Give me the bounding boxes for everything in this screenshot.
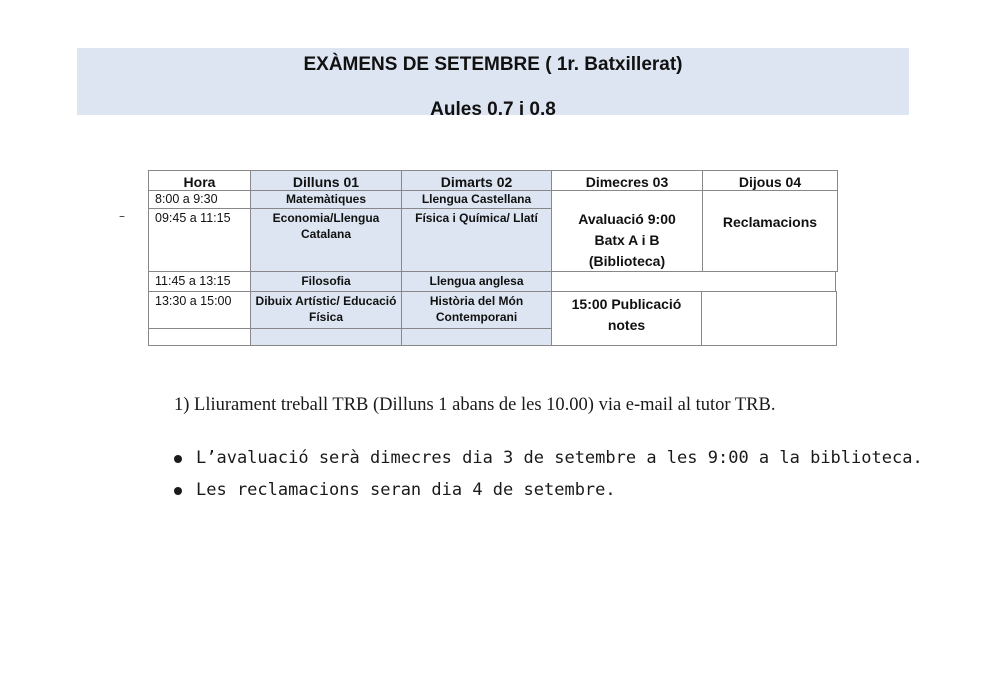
- dimarts-slot-4: Història del Món Contemporani: [401, 291, 552, 329]
- bullet-text: L’avaluació serà dimecres dia 3 de setembre a les 9:00 a la biblioteca.: [196, 448, 923, 468]
- dilluns-slot-2: Economia/Llengua Catalana: [250, 208, 402, 272]
- bullet-item-avaluacio: [174, 448, 923, 480]
- time-slot-empty: [148, 328, 251, 346]
- dimecres-avaluacio: Avaluació 9:00 Batx A i B (Biblioteca): [551, 190, 703, 272]
- note-number: 1): [174, 395, 190, 415]
- page-subtitle: Aules 0.7 i 0.8: [430, 99, 556, 120]
- col-header-hora: Hora: [148, 170, 251, 191]
- dijous-slot-4: [701, 291, 837, 346]
- dilluns-slot-4: Dibuix Artístic/ Educació Física: [250, 291, 402, 329]
- dimarts-slot-empty: [401, 328, 552, 346]
- dimecres-slot-3: [551, 271, 836, 292]
- col-header-dilluns: Dilluns 01: [250, 170, 402, 191]
- note-text: Lliurament treball TRB (Dilluns 1 abans de les 10.00) via e-mail al tutor TRB.: [194, 395, 776, 415]
- page-title: EXÀMENS DE SETEMBRE ( 1r. Batxillerat): [303, 54, 683, 75]
- dimarts-slot-2: Física i Química/ Llatí: [401, 208, 552, 272]
- dimarts-slot-3: Llengua anglesa: [401, 271, 552, 292]
- time-slot-3: 11:45 a 13:15: [148, 271, 251, 292]
- dilluns-slot-3: Filosofia: [250, 271, 402, 292]
- bullet-text: Les reclamacions seran dia 4 de setembre.: [196, 480, 616, 500]
- col-header-dijous: Dijous 04: [702, 170, 838, 191]
- dimecres-publicacio: 15:00 Publicació notes: [551, 291, 702, 346]
- dilluns-slot-1: Matemàtiques: [250, 190, 402, 209]
- col-header-dimecres: Dimecres 03: [551, 170, 703, 191]
- time-slot-2: 09:45 a 11:15: [148, 208, 251, 272]
- dijous-reclamacions: Reclamacions: [702, 190, 838, 272]
- col-header-dimarts: Dimarts 02: [401, 170, 552, 191]
- dimarts-slot-1: Llengua Castellana: [401, 190, 552, 209]
- margin-mark: –: [119, 209, 125, 223]
- bullet-icon: [174, 455, 182, 463]
- bullet-item-reclamacions: [174, 480, 923, 512]
- time-slot-4: 13:30 a 15:00: [148, 291, 251, 329]
- bullet-icon: [174, 487, 182, 495]
- delivery-note: [174, 395, 776, 416]
- time-slot-1: 8:00 a 9:30: [148, 190, 251, 209]
- info-bullet-list: [174, 448, 923, 512]
- dilluns-slot-empty: [250, 328, 402, 346]
